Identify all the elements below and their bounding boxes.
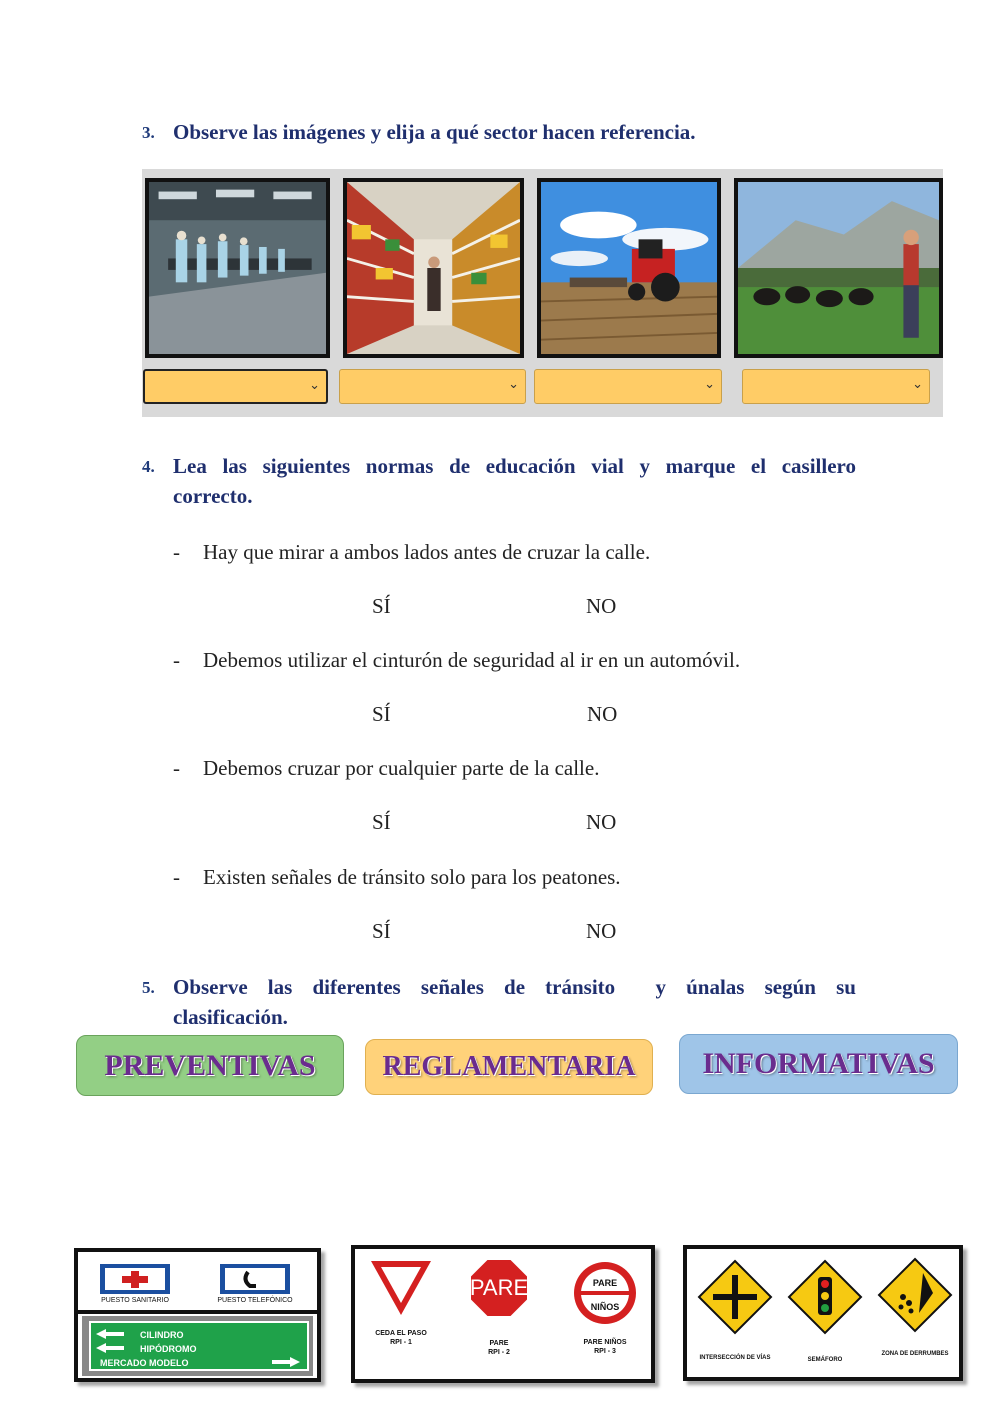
factory-workers-photo [145, 178, 330, 358]
bullet-dash: - [173, 648, 180, 672]
statement-4: Existen señales de tránsito solo para los peatones. [203, 865, 621, 889]
informative-signs-card[interactable] [74, 1248, 321, 1382]
chevron-down-icon: ⌄ [704, 377, 715, 392]
statement-3-yes-option[interactable]: SÍ [372, 810, 391, 834]
sector-dropdown-1[interactable] [143, 369, 328, 404]
chevron-down-icon: ⌄ [508, 377, 519, 392]
sign-destination: HIPÓDROMO [140, 1344, 197, 1354]
category-reglamentaria[interactable]: REGLAMENTARIA [365, 1039, 653, 1095]
statement-3: Debemos cruzar por cualquier parte de la calle. [203, 756, 600, 780]
chevron-down-icon: ⌄ [309, 378, 320, 393]
question-4-text-line1: Lea las siguientes normas de educación vial y marque el casillero [173, 454, 856, 478]
preventive-signs-card[interactable] [683, 1245, 963, 1381]
pare-ninos-top-text: PARE [592, 1278, 618, 1288]
tractor-field-photo [537, 178, 721, 358]
question-5-text-line1: Observe las diferentes señales de tránsito y únalas según su [173, 975, 856, 999]
sector-dropdown-3[interactable] [534, 369, 722, 404]
sign-caption: RPI - 3 [594, 1348, 616, 1355]
pare-ninos-bottom-text: NIÑOS [590, 1302, 620, 1312]
sign-caption: PARE NIÑOS [583, 1339, 627, 1346]
sector-dropdown-2[interactable] [339, 369, 526, 404]
statement-4-yes-option[interactable]: SÍ [372, 919, 391, 943]
sign-caption: INTERSECCIÓN DE VÍAS [699, 1355, 771, 1361]
category-preventivas[interactable]: PREVENTIVAS [76, 1035, 344, 1096]
pare-sign-text: PARE [469, 1275, 529, 1300]
question-4-text-line2: correcto. [173, 484, 253, 508]
statement-2: Debemos utilizar el cinturón de seguridad al ir en un automóvil. [203, 648, 741, 672]
category-informativas[interactable]: INFORMATIVAS [679, 1034, 958, 1094]
sign-caption: CEDA EL PASO [375, 1330, 427, 1337]
sign-destination: CILINDRO [140, 1330, 184, 1340]
livestock-farmer-photo [734, 178, 943, 358]
question-5-text-line2: clasificación. [173, 1005, 288, 1029]
statement-1-yes-option[interactable]: SÍ [372, 594, 391, 618]
statement-1: Hay que mirar a ambos lados antes de cruzar la calle. [203, 540, 651, 564]
sign-destination: MERCADO MODELO [100, 1358, 189, 1368]
question-4-number: 4. [142, 457, 155, 476]
statement-2-no-option[interactable]: NO [587, 702, 618, 726]
sign-caption: ZONA DE DERRUMBES [881, 1351, 949, 1357]
sign-caption: PUESTO TELEFÓNICO [217, 1297, 293, 1304]
sign-caption: SEMÁFORO [807, 1357, 843, 1363]
question-5-number: 5. [142, 978, 155, 997]
question-3-text: Observe las imágenes y elija a qué sector hacen referencia. [173, 120, 696, 144]
bullet-dash: - [173, 865, 180, 889]
sign-caption: RPI - 2 [488, 1349, 510, 1356]
statement-4-no-option[interactable]: NO [586, 919, 617, 943]
sign-caption: PUESTO SANITARIO [101, 1297, 169, 1304]
sign-caption: RPI - 1 [390, 1339, 412, 1346]
statement-3-no-option[interactable]: NO [586, 810, 617, 834]
sector-dropdown-4[interactable] [742, 369, 930, 404]
bullet-dash: - [173, 756, 180, 780]
regulatory-signs-card[interactable] [351, 1245, 655, 1383]
chevron-down-icon: ⌄ [912, 377, 923, 392]
statement-2-yes-option[interactable]: SÍ [372, 702, 391, 726]
supermarket-aisle-photo [343, 178, 524, 358]
bullet-dash: - [173, 540, 180, 564]
question-3-number: 3. [142, 123, 155, 142]
statement-1-no-option[interactable]: NO [586, 594, 617, 618]
sign-caption: PARE [489, 1340, 509, 1347]
